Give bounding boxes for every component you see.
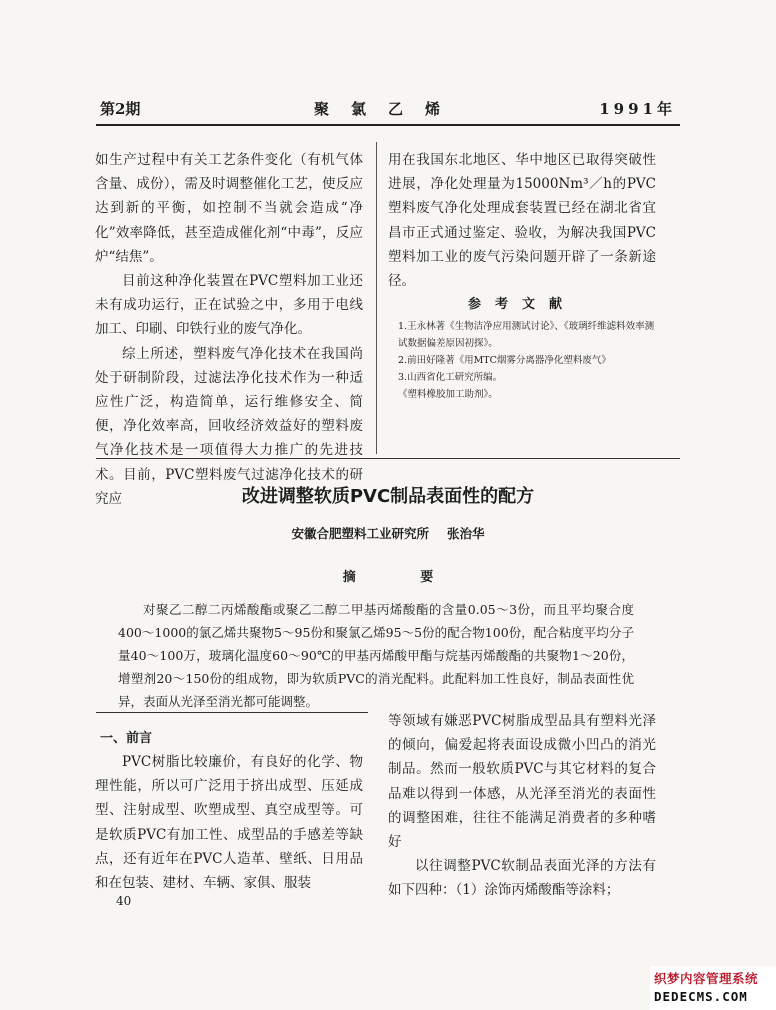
paragraph: 等领域有嫌恶PVC树脂成型品具有塑料光泽的倾向，偏爱起将表面设成微小凹凸的消光制品。然而一般软质PVC与其它材料的复合品难以得到一体感，从光泽至消光的表面性的调整困难，往往不能满足消费者的多种嗜好 (388, 713, 656, 851)
issue-number: 第2期 (100, 100, 141, 118)
paragraph: 用在我国东北地区、华中地区已取得突破性进展，净化处理量为15000Nm³／h的PVC塑料废气净化处理成套装置已经在湖北省宜昌市正式通过鉴定、验收，为解决我国PVC塑料加工业的废气污染问题开辟了一条新途径。 (388, 152, 656, 290)
watermark-text: 织梦内容管理系统 (654, 971, 759, 986)
section-rule (96, 458, 680, 459)
reference-item: 《塑料橡胶加工助剂》。 (398, 389, 498, 400)
author-name: 张治华 (447, 526, 485, 541)
abstract-rule (96, 712, 368, 713)
references-title: 参考文献 (467, 297, 576, 312)
watermark-domain: DEDECMS.COM (654, 989, 748, 1004)
reference-item: 3.山西省化工研究所编。 (398, 372, 503, 383)
running-header (100, 98, 676, 120)
column-divider (376, 142, 377, 454)
header-rule (96, 124, 680, 126)
left-column-bottom (95, 750, 363, 895)
paragraph: 综上所述，塑料废气净化技术在我国尚处于研制阶段，过滤法净化技术作为一种适应性广泛，构造简单，运行维修安全、简便，净化效率高，回收经济效益好的塑料废气净化技术是一项值得大力推广的先进技术。目前，PVC塑料废气过滤净化技术的研究应 (95, 345, 363, 507)
paragraph: 目前这种净化装置在PVC塑料加工业还未有成功运行，正在试验之中，多用于电线加工、印刷、印铁行业的废气净化。 (95, 273, 363, 338)
paragraph: 如生产过程中有关工艺条件变化（有机气体含量、成份），需及时调整催化工艺，使反应达到新的平衡，如控制不当就会造成“净化”效率降低，甚至造成催化剂“中毒”，反应炉“结焦”。 (95, 152, 363, 265)
page-number: 40 (116, 894, 132, 908)
publication-year: 1991年 (599, 100, 676, 118)
article-byline (96, 524, 680, 542)
watermark-logo (650, 966, 776, 1010)
left-column-top (95, 148, 363, 511)
reference-item: 1.王永林著《生物洁净应用测试讨论》、《玻璃纤维滤料效率测试数据偏差原因初探》。 (398, 321, 655, 349)
right-column-bottom (388, 709, 656, 903)
affiliation: 安徽合肥塑料工业研究所 (291, 526, 429, 541)
reference-item: 2.前田好隆著《用MTC烟雾分离器净化塑料废气》 (398, 355, 611, 366)
article-title: 改进调整软质PVC制品表面性的配方 (241, 486, 535, 507)
section-heading: 一、前言 (100, 731, 153, 746)
journal-name: 聚氯乙烯 (314, 100, 463, 118)
references-list (398, 318, 660, 403)
abstract-body (118, 598, 634, 713)
abstract-title: 摘 要 (342, 570, 434, 585)
right-column-top (388, 148, 656, 293)
paragraph: 以往调整PVC软制品表面光泽的方法有如下四种：（1）涂饰丙烯酸酯等涂料； (388, 858, 656, 899)
paragraph: PVC树脂比较廉价，有良好的化学、物理性能，所以可广泛用于挤出成型、压延成型、注射成型、吹塑成型、真空成型等。可是软质PVC有加工性、成型品的手感差等缺点，还有近年在PVC人造革、壁纸、日用品和在包装、建材、车辆、家俱、服装 (95, 754, 363, 892)
abstract-text: 对聚乙二醇二丙烯酸酯或聚乙二醇二甲基丙烯酸酯的含量0.05～3份，而且平均聚合度400～1000的氯乙烯共聚物5～95份和聚氯乙烯95～5份的配合物100份，配合粘度平均分子量40～100万，玻璃化温度60～90℃的甲基丙烯酸甲酯与烷基丙烯酸酯的共聚物1～20份，增塑剂20～150份的组成物，即为软质PVC的消光配料。此配料加工性良好，制品表面性优异，表面从光泽至消光都可能调整。 (118, 602, 634, 709)
